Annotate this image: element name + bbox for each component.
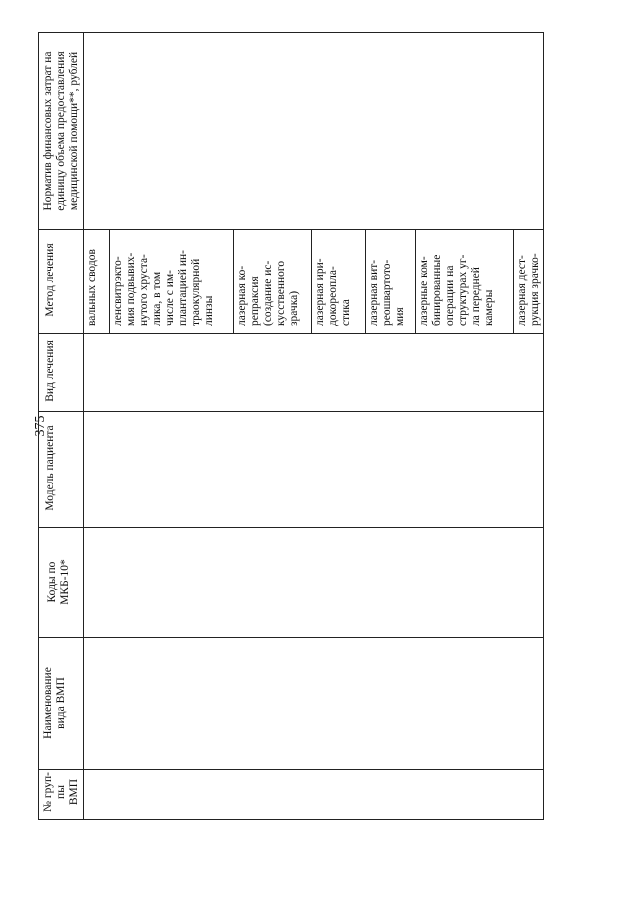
method-item: лазерная дест- рукция зрачко- xyxy=(516,253,541,326)
header-treatment-method: Метод лечения xyxy=(44,243,56,317)
method-item: лазерная ири- докореопла- стика xyxy=(314,258,352,326)
procedures-table xyxy=(38,32,544,820)
method-row-sep-2 xyxy=(233,229,234,333)
header-separator xyxy=(83,33,84,819)
method-item: вальных сводов xyxy=(86,249,98,326)
col-boundary-4 xyxy=(39,527,543,528)
method-row-sep-4 xyxy=(365,229,366,333)
header-vmp-name: Наименование вида ВМП xyxy=(42,667,67,739)
method-item: лазерная ко- репраксия (создание ис- кусственного зрачка) xyxy=(236,260,300,326)
method-row-sep-1 xyxy=(109,229,110,333)
header-patient-model: Модель пациента xyxy=(44,425,56,511)
method-item: лазерные ком- бинированные операции на структурах уг- ла передней камеры xyxy=(418,254,495,326)
col-boundary-3 xyxy=(39,411,543,412)
method-row-sep-5 xyxy=(415,229,416,333)
col-boundary-6 xyxy=(39,769,543,770)
header-treatment-type: Вид лечения xyxy=(44,340,56,402)
header-icd-codes: Коды по МКБ-10* xyxy=(46,559,71,605)
header-cost-norm: Норматив финансовых затрат на единицу объема предоставления медицинской помощи**, рублей xyxy=(42,51,80,211)
col-boundary-2 xyxy=(39,333,543,334)
col-boundary-5 xyxy=(39,637,543,638)
header-group-no: № груп- пы ВМП xyxy=(42,772,80,812)
method-item: ленсвитрэкто- мия подвывих- нутого хруста- лика, в том числе с им- плантацией ин- траокулярной линзы xyxy=(112,249,215,326)
method-item: лазерная вит- реошвартото- мия xyxy=(368,259,406,326)
page-number: 375 xyxy=(33,415,48,437)
method-row-sep-3 xyxy=(311,229,312,333)
method-row-sep-6 xyxy=(513,229,514,333)
